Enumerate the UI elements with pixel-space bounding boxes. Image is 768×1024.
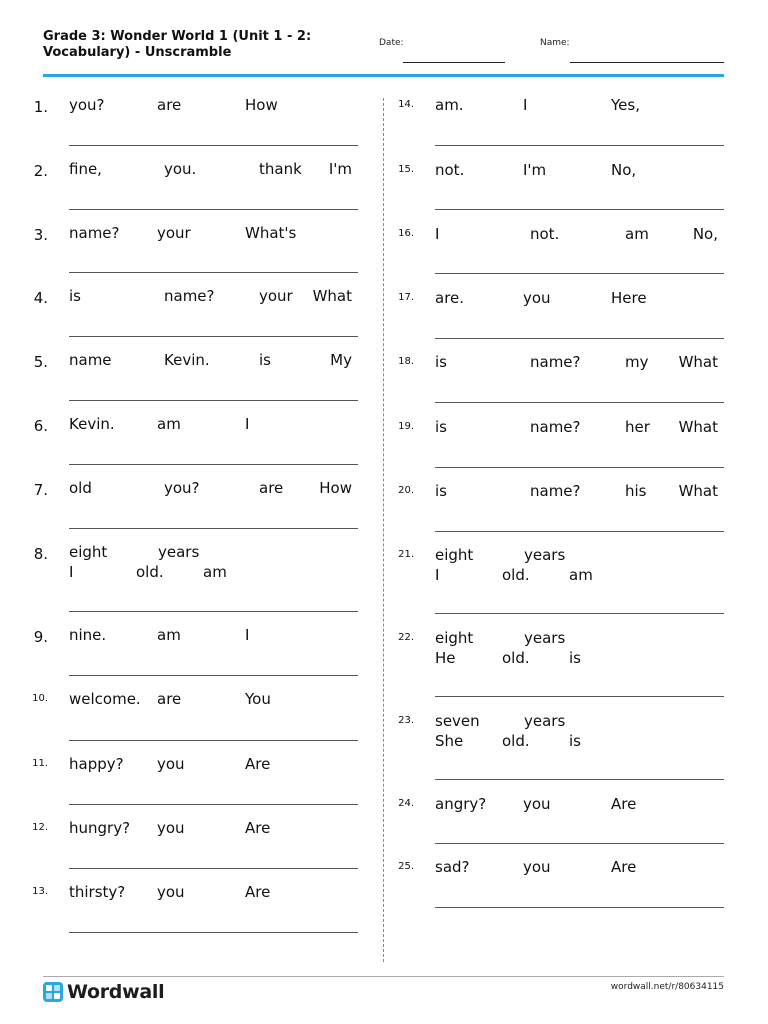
worksheet-title xyxy=(43,29,343,61)
answer-line[interactable] xyxy=(69,209,358,210)
scrambled-word: her xyxy=(625,418,650,436)
scrambled-word: What xyxy=(678,418,718,436)
question-number: 10. xyxy=(32,693,48,704)
question-number: 21. xyxy=(398,549,414,560)
scrambled-word: you xyxy=(523,858,551,876)
answer-line[interactable] xyxy=(435,273,724,274)
scrambled-word: What xyxy=(678,482,718,500)
question-number: 15. xyxy=(398,164,414,175)
question-number: 24. xyxy=(398,798,414,809)
name-label: Name: xyxy=(540,38,570,48)
question-number: 13. xyxy=(32,886,48,897)
scrambled-word: hungry? xyxy=(69,819,131,837)
scrambled-word: Are xyxy=(611,858,637,876)
scrambled-word: fine, xyxy=(69,160,102,178)
scrambled-word: Are xyxy=(245,755,271,773)
scrambled-word: eight xyxy=(435,629,474,647)
scrambled-word: I xyxy=(245,626,250,644)
scrambled-word: is xyxy=(435,353,447,371)
scrambled-word: you xyxy=(157,755,185,773)
wordwall-logo xyxy=(43,981,164,1003)
answer-line[interactable] xyxy=(69,272,358,273)
scrambled-word: am xyxy=(157,626,181,644)
scrambled-word: years xyxy=(524,629,566,647)
answer-line[interactable] xyxy=(435,779,724,780)
scrambled-word: Are xyxy=(245,883,271,901)
scrambled-word: seven xyxy=(435,712,480,730)
title-line-2: Vocabulary) - Unscramble xyxy=(43,45,232,60)
scrambled-word: I xyxy=(435,225,440,243)
answer-line[interactable] xyxy=(435,531,724,532)
scrambled-word: am xyxy=(569,566,593,584)
answer-line[interactable] xyxy=(435,696,724,697)
scrambled-word: angry? xyxy=(435,795,487,813)
question-number: 11. xyxy=(32,758,48,769)
scrambled-word: What's xyxy=(245,224,297,242)
question-number: 4. xyxy=(33,289,48,307)
question-number: 16. xyxy=(398,228,414,239)
scrambled-word: are. xyxy=(435,289,465,307)
scrambled-word: I'm xyxy=(523,161,547,179)
answer-line[interactable] xyxy=(435,145,724,146)
scrambled-word: I xyxy=(523,96,528,114)
answer-line[interactable] xyxy=(69,932,358,933)
answer-line[interactable] xyxy=(69,868,358,869)
scrambled-word: nine. xyxy=(69,626,107,644)
scrambled-word: not. xyxy=(530,225,560,243)
question-number: 8. xyxy=(33,545,48,563)
scrambled-word: years xyxy=(524,712,566,730)
scrambled-word: is xyxy=(435,482,447,500)
answer-line[interactable] xyxy=(435,907,724,908)
answer-line[interactable] xyxy=(69,336,358,337)
scrambled-word: name? xyxy=(69,224,120,242)
scrambled-word: is xyxy=(435,418,447,436)
scrambled-word: Are xyxy=(611,795,637,813)
scrambled-word: She xyxy=(435,732,464,750)
scrambled-word: is xyxy=(259,351,271,369)
scrambled-word: name? xyxy=(530,482,581,500)
question-number: 14. xyxy=(398,99,414,110)
scrambled-word: his xyxy=(625,482,647,500)
scrambled-word: I'm xyxy=(328,160,352,178)
date-label: Date: xyxy=(379,38,404,48)
title-line-1: Grade 3: Wonder World 1 (Unit 1 - 2: xyxy=(43,29,312,44)
answer-line[interactable] xyxy=(69,528,358,529)
scrambled-word: What xyxy=(678,353,718,371)
question-number: 6. xyxy=(33,417,48,435)
question-number: 9. xyxy=(33,628,48,646)
worksheet-url: wordwall.net/r/80634115 xyxy=(610,982,724,992)
scrambled-word: Kevin. xyxy=(69,415,115,433)
answer-line[interactable] xyxy=(69,464,358,465)
scrambled-word: name xyxy=(69,351,112,369)
date-field[interactable] xyxy=(403,62,505,63)
scrambled-word: sad? xyxy=(435,858,470,876)
scrambled-word: How xyxy=(245,96,278,114)
scrambled-word: I xyxy=(69,563,74,581)
question-number: 7. xyxy=(33,481,48,499)
scrambled-word: old xyxy=(69,479,92,497)
scrambled-word: you xyxy=(523,289,551,307)
question-number: 5. xyxy=(33,353,48,371)
scrambled-word: you. xyxy=(164,160,197,178)
scrambled-word: thank xyxy=(259,160,302,178)
answer-line[interactable] xyxy=(435,843,724,844)
answer-line[interactable] xyxy=(69,675,358,676)
question-number: 25. xyxy=(398,861,414,872)
scrambled-word: How xyxy=(319,479,352,497)
scrambled-word: am xyxy=(157,415,181,433)
scrambled-word: name? xyxy=(530,418,581,436)
scrambled-word: Are xyxy=(245,819,271,837)
scrambled-word: No, xyxy=(692,225,718,243)
answer-line[interactable] xyxy=(435,613,724,614)
scrambled-word: am xyxy=(625,225,649,243)
scrambled-word: Here xyxy=(611,289,647,307)
scrambled-word: old. xyxy=(502,566,530,584)
answer-line[interactable] xyxy=(435,209,724,210)
scrambled-word: I xyxy=(245,415,250,433)
scrambled-word: is xyxy=(569,649,581,667)
scrambled-word: eight xyxy=(435,546,474,564)
scrambled-word: Yes, xyxy=(611,96,640,114)
scrambled-word: name? xyxy=(164,287,215,305)
scrambled-word: old. xyxy=(502,649,530,667)
scrambled-word: name? xyxy=(530,353,581,371)
question-number: 18. xyxy=(398,356,414,367)
scrambled-word: your xyxy=(259,287,293,305)
scrambled-word: I xyxy=(435,566,440,584)
scrambled-word: welcome. xyxy=(69,690,141,708)
answer-line[interactable] xyxy=(69,145,358,146)
answer-line[interactable] xyxy=(69,400,358,401)
answer-line[interactable] xyxy=(69,804,358,805)
question-number: 19. xyxy=(398,421,414,432)
scrambled-word: you xyxy=(157,883,185,901)
question-number: 22. xyxy=(398,632,414,643)
question-number: 1. xyxy=(33,98,48,116)
answer-line[interactable] xyxy=(69,611,358,612)
scrambled-word: years xyxy=(158,543,200,561)
scrambled-word: not. xyxy=(435,161,465,179)
question-number: 12. xyxy=(32,822,48,833)
scrambled-word: you? xyxy=(164,479,200,497)
scrambled-word: happy? xyxy=(69,755,124,773)
scrambled-word: old. xyxy=(136,563,164,581)
scrambled-word: He xyxy=(435,649,456,667)
scrambled-word: You xyxy=(245,690,271,708)
scrambled-word: years xyxy=(524,546,566,564)
column-divider xyxy=(383,98,384,962)
scrambled-word: you xyxy=(157,819,185,837)
scrambled-word: Kevin. xyxy=(164,351,210,369)
scrambled-word: am xyxy=(203,563,227,581)
scrambled-word: you xyxy=(523,795,551,813)
scrambled-word: My xyxy=(330,351,352,369)
scrambled-word: are xyxy=(157,690,182,708)
scrambled-word: old. xyxy=(502,732,530,750)
name-field[interactable] xyxy=(570,62,724,63)
question-number: 23. xyxy=(398,715,414,726)
scrambled-word: is xyxy=(69,287,81,305)
header-divider xyxy=(43,74,724,77)
scrambled-word: your xyxy=(157,224,191,242)
question-number: 3. xyxy=(33,226,48,244)
scrambled-word: eight xyxy=(69,543,108,561)
question-number: 20. xyxy=(398,485,414,496)
scrambled-word: is xyxy=(569,732,581,750)
wordwall-logo-icon xyxy=(43,982,63,1002)
scrambled-word: What xyxy=(312,287,352,305)
answer-line[interactable] xyxy=(435,402,724,403)
scrambled-word: thirsty? xyxy=(69,883,126,901)
scrambled-word: you? xyxy=(69,96,105,114)
question-number: 17. xyxy=(398,292,414,303)
answer-line[interactable] xyxy=(69,740,358,741)
scrambled-word: am. xyxy=(435,96,464,114)
scrambled-word: are xyxy=(157,96,182,114)
footer-divider xyxy=(43,976,724,977)
scrambled-word: No, xyxy=(611,161,637,179)
answer-line[interactable] xyxy=(435,467,724,468)
scrambled-word: my xyxy=(625,353,649,371)
answer-line[interactable] xyxy=(435,338,724,339)
question-number: 2. xyxy=(33,162,48,180)
scrambled-word: are xyxy=(259,479,284,497)
logo-wordmark: Wordwall xyxy=(67,981,165,1003)
